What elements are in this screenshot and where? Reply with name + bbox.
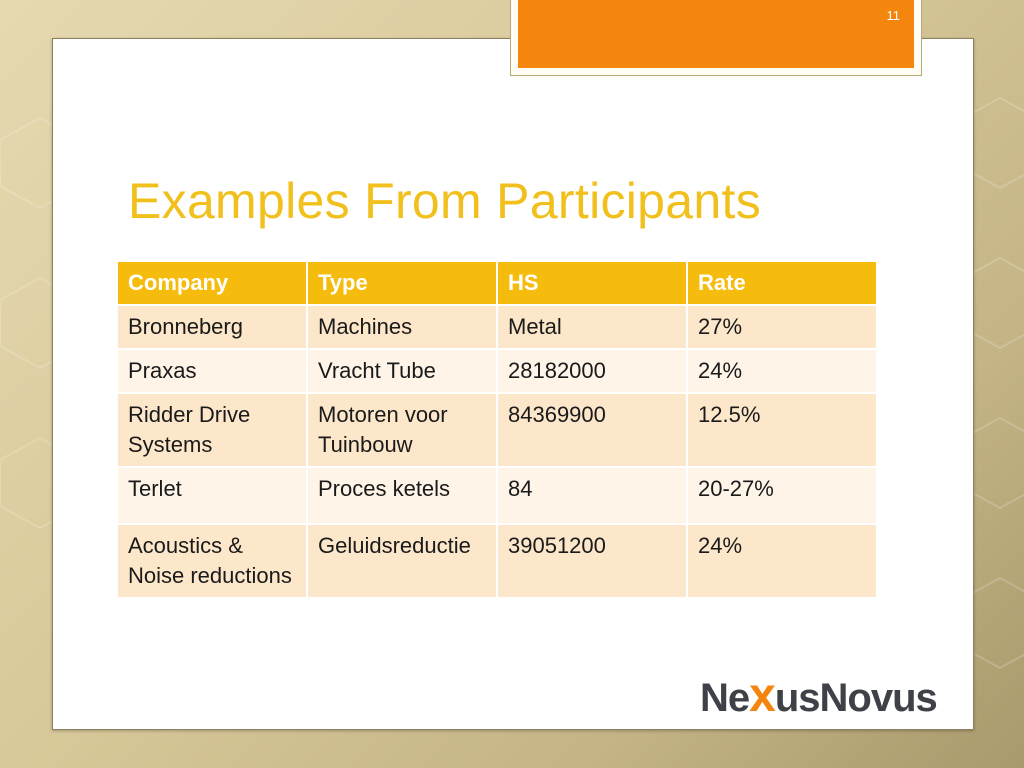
cell-hs: 84369900 xyxy=(497,393,687,467)
logo-text-before: Ne xyxy=(700,676,750,720)
header-rate: Rate xyxy=(687,261,877,305)
cell-rate: 12.5% xyxy=(687,393,877,467)
table-row xyxy=(117,305,877,349)
cell-rate: 24% xyxy=(687,524,877,598)
cell-rate: 24% xyxy=(687,349,877,393)
header-tab xyxy=(518,0,914,68)
cell-hs: 39051200 xyxy=(497,524,687,598)
cell-rate: 27% xyxy=(687,305,877,349)
header-type: Type xyxy=(307,261,497,305)
cell-hs: 84 xyxy=(497,467,687,524)
header-company: Company xyxy=(117,261,307,305)
nexusnovus-logo xyxy=(700,668,937,724)
table-row xyxy=(117,467,877,524)
slide-number: 11 xyxy=(886,8,900,23)
table-header-row xyxy=(117,261,877,305)
cell-type: Motoren voor Tuinbouw xyxy=(307,393,497,467)
cell-type: Vracht Tube xyxy=(307,349,497,393)
cell-type: Proces ketels xyxy=(307,467,497,524)
cell-rate: 20-27% xyxy=(687,467,877,524)
cell-hs: 28182000 xyxy=(497,349,687,393)
table-row xyxy=(117,393,877,467)
cell-company: Ridder Drive Systems xyxy=(117,393,307,467)
cell-type: Machines xyxy=(307,305,497,349)
table-row xyxy=(117,524,877,598)
slide-title: Examples From Participants xyxy=(128,173,761,229)
header-hs: HS xyxy=(497,261,687,305)
table-row xyxy=(117,349,877,393)
participants-table xyxy=(116,260,878,599)
logo-x-mark: x xyxy=(749,669,775,722)
cell-company: Bronneberg xyxy=(117,305,307,349)
cell-type: Geluidsreductie xyxy=(307,524,497,598)
cell-company: Terlet xyxy=(117,467,307,524)
logo-text-after: usNovus xyxy=(774,676,937,720)
cell-company: Acoustics & Noise reductions xyxy=(117,524,307,598)
cell-company: Praxas xyxy=(117,349,307,393)
cell-hs: Metal xyxy=(497,305,687,349)
